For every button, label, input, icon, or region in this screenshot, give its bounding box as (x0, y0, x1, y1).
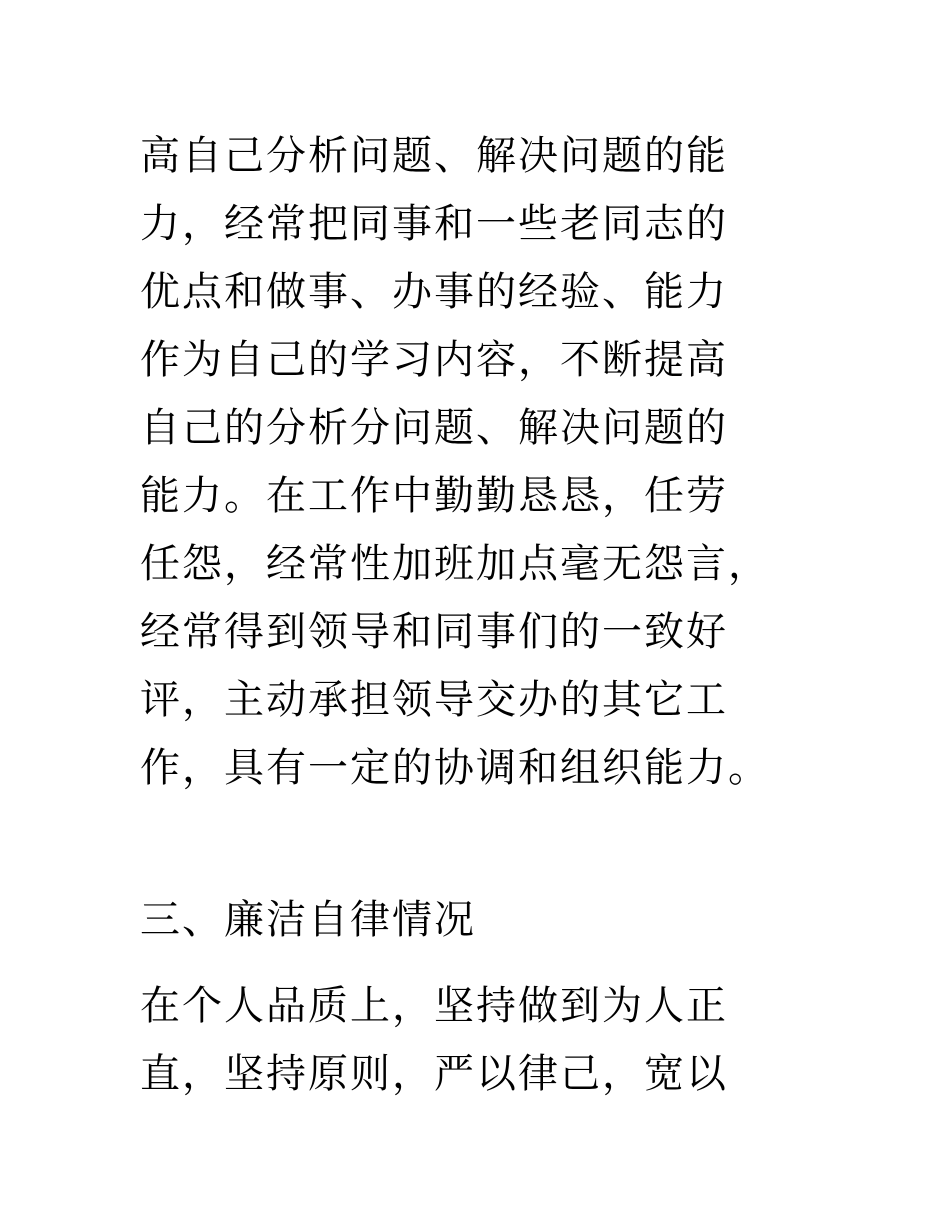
paragraph-line: 直，坚持原则，严以律己，宽以 (140, 1051, 728, 1097)
paragraph-line: 力，经常把同事和一些老同志的 (140, 201, 728, 247)
body-paragraph (140, 122, 840, 802)
paragraph-line: 评，主动承担领导交办的其它工 (140, 677, 728, 723)
paragraph-line: 高自己分析问题、解决问题的能 (140, 133, 728, 179)
paragraph-line: 经常得到领导和同事们的一致好 (140, 609, 728, 655)
section-heading (140, 886, 840, 954)
body-paragraph (140, 972, 840, 1108)
section-heading-text: 三、廉洁自律情况 (140, 897, 476, 943)
paragraph-line: 作为自己的学习内容，不断提高 (140, 337, 728, 383)
paragraph-line: 任怨，经常性加班加点毫无怨言， (140, 541, 770, 587)
paragraph-line: 自己的分析分问题、解决问题的 (140, 405, 728, 451)
paragraph-line: 作，具有一定的协调和组织能力。 (140, 745, 770, 791)
paragraph-line: 能力。在工作中勤勤恳恳，任劳 (140, 473, 728, 519)
paragraph-line: 优点和做事、办事的经验、能力 (140, 269, 728, 315)
paragraph-line: 在个人品质上，坚持做到为人正 (140, 983, 728, 1029)
